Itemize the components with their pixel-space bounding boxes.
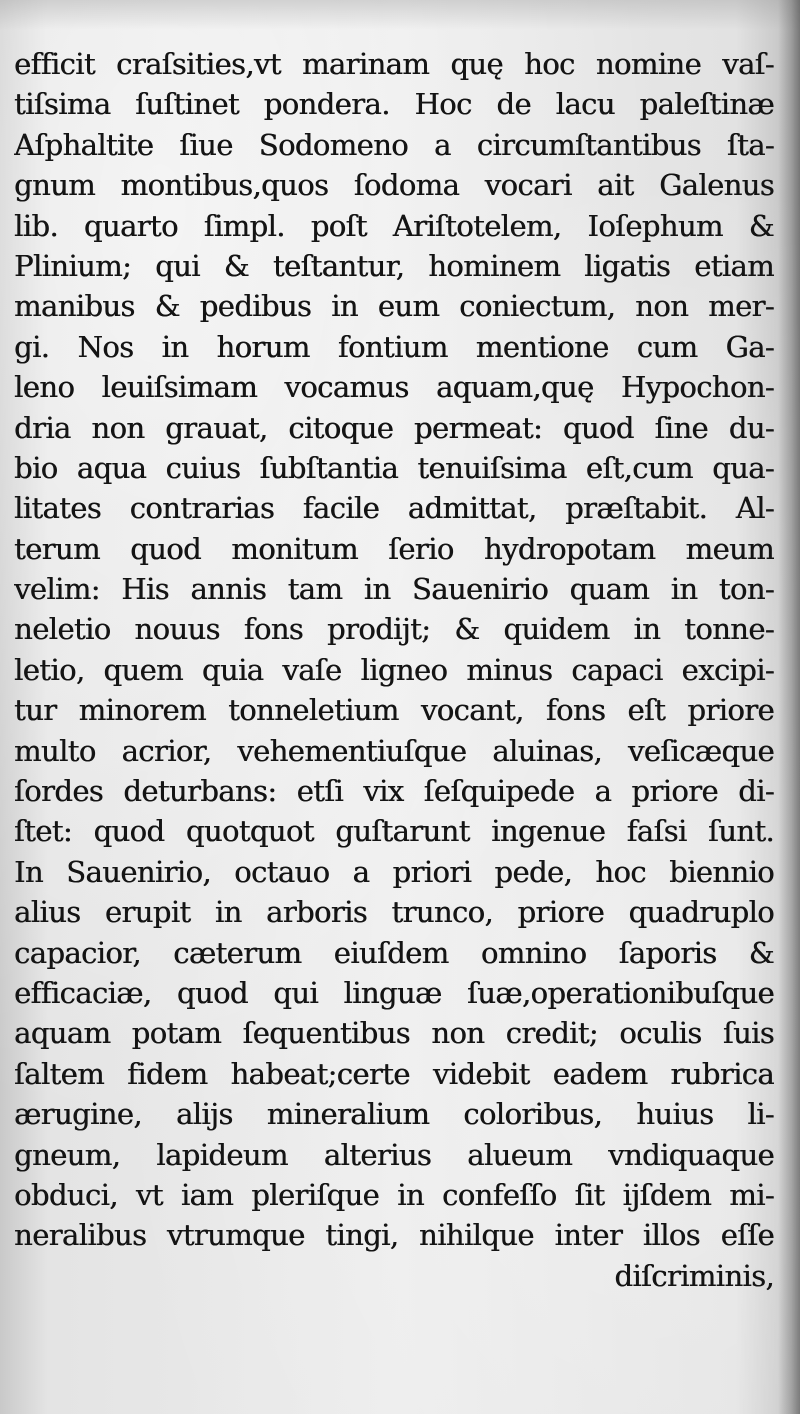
text-line: efficit craſsities,vt marinam quę hoc nomine vaſ-: [14, 47, 774, 81]
text-line: efficaciæ, quod qui linguæ ſuæ,operationibuſque: [14, 975, 774, 1010]
text-line: neletio nouus fons prodijt; & quidem in tonne-: [14, 612, 774, 647]
text-line: gi. Nos in horum fontium mentione cum Ga-: [14, 329, 774, 364]
text-line: ſaltem fidem habeat;certe videbit eadem rubrica: [14, 1056, 774, 1091]
text-line: velim: His annis tam in Sauenirio quam in ton-: [14, 572, 774, 607]
text-line: dria non grauat, citoque permeat: quod ſine du-: [14, 410, 774, 445]
text-line: gneum, lapideum alterius alueum vndiquaque: [14, 1137, 774, 1172]
text-line: alius erupit in arboris trunco, priore quadruplo: [14, 895, 774, 930]
text-line: obduci, vt iam pleriſque in confeſſo ſit ijſdem mi-: [14, 1177, 774, 1212]
text-line-final: diſcriminis,: [614, 1258, 774, 1293]
text-line: Aſphaltite ſiue Sodomeno a circumſtantibus ſta-: [14, 127, 774, 162]
text-line: tiſsima ſuſtinet pondera. Hoc de lacu paleſtinæ: [14, 87, 774, 122]
text-line: neralibus vtrumque tingi, nihilque inter illos eſſe: [14, 1218, 774, 1253]
text-line: lib. quarto ſimpl. poſt Ariſtotelem, Ioſephum &: [14, 208, 774, 243]
text-line: litates contrarias facile admittat, præſtabit. Al-: [14, 491, 774, 526]
text-line: ſordes deturbans: etſi vix ſeſquipede a priore di-: [14, 774, 774, 809]
text-line: In Sauenirio, octauo a priori pede, hoc biennio: [14, 854, 774, 889]
text-line: tur minorem tonneletium vocant, fons eſt priore: [14, 693, 774, 728]
text-line: gnum montibus,quos ſodoma vocari ait Galenus: [14, 168, 774, 203]
text-line: bio aqua cuius ſubſtantia tenuiſsima eſt,cum qua-: [14, 450, 774, 485]
text-line: manibus & pedibus in eum coniectum, non mer-: [14, 289, 774, 324]
text-line: capacior, cæterum eiuſdem omnino ſaporis &: [14, 935, 774, 970]
text-line: ærugine, alijs mineralium coloribus, huius li-: [14, 1097, 774, 1132]
page-top-shadow: [0, 0, 800, 30]
text-line: terum quod monitum ſerio hydropotam meum: [14, 531, 774, 566]
text-line: ſtet: quod quotquot guſtarunt ingenue faſsi ſunt.: [14, 814, 774, 849]
text-line: Plinium; qui & teſtantur, hominem ligatis etiam: [14, 248, 774, 283]
text-line: leno leuiſsimam vocamus aquam,quę Hypochon-: [14, 370, 774, 405]
text-line: letio, quem quia vaſe ligneo minus capaci excipi-: [14, 652, 774, 687]
body-text: [14, 44, 774, 1296]
text-line: multo acrior, vehementiuſque aluinas, veſicæque: [14, 733, 774, 768]
page-binding-shadow: [778, 0, 800, 1414]
text-line: aquam potam ſequentibus non credit; oculis ſuis: [14, 1016, 774, 1051]
